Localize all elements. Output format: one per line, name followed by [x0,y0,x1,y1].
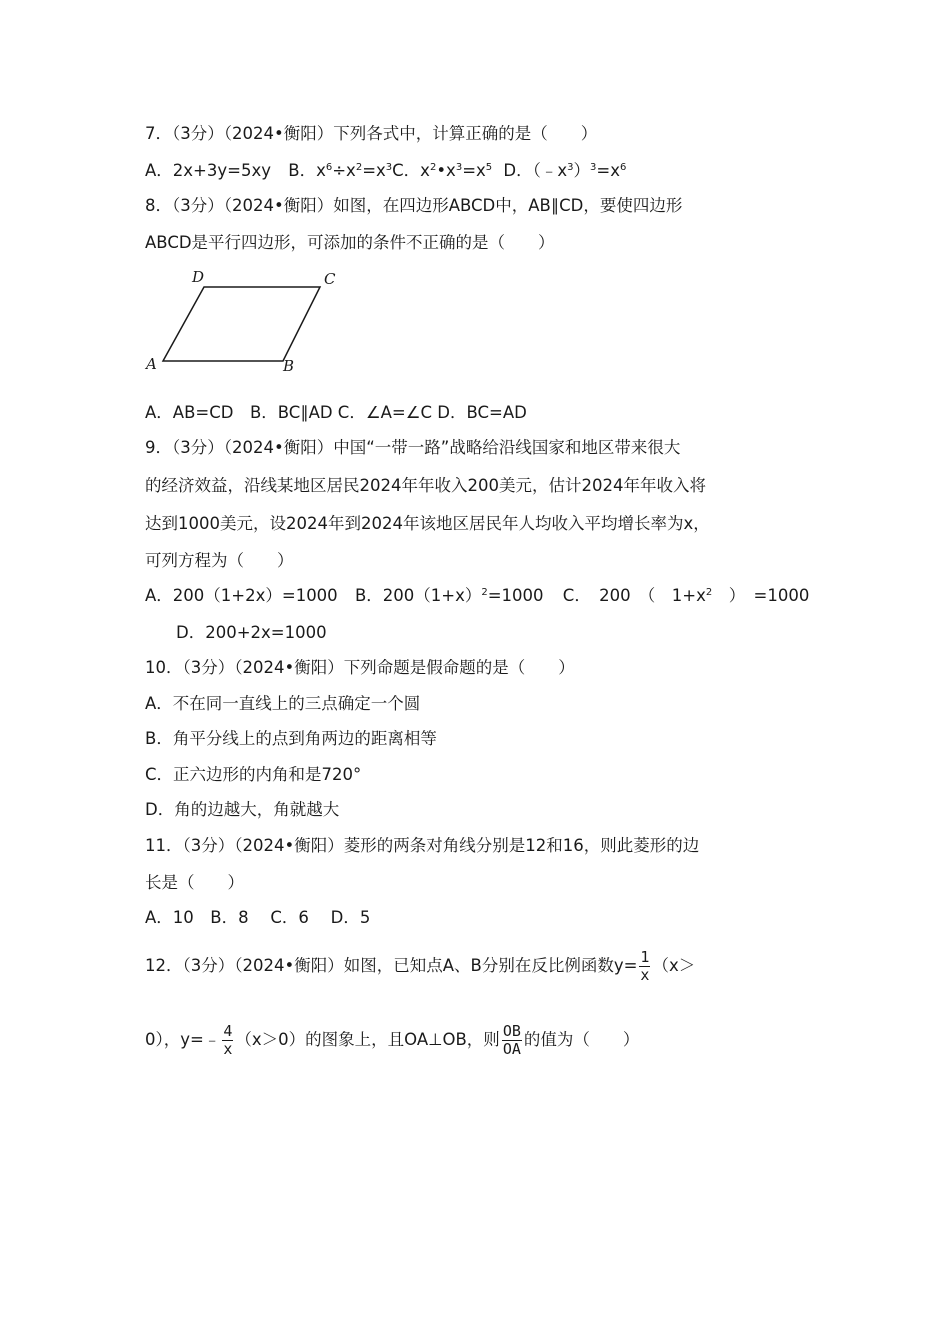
q8-options: A．AB=CD B．BC∥AD C．∠A=∠C D．BC=AD [145,403,527,422]
q11-options: A．10 B．8 C．6 D．5 [145,908,371,927]
fraction-four-over-x: $\frac{4}{x}$ [223,1022,233,1058]
q9-options [145,586,809,606]
q7-stem: 7．（3分）（2024•衡阳）下列各式中，计算正确的是（ ） [145,124,598,143]
q11-stem-line2: 长是（ ） [145,873,244,892]
q9-option-a: A．200（1+2x）=1000 [145,586,338,605]
q7-option-b: B．$x^6\div x^2=x^3$ [288,161,393,180]
q12-stem-line1: 12．（3分）（2024•衡阳）如图，已知点A、B分别在反比例函数y= $\frac{1}{x}$ （x＞ [145,948,696,984]
q10-option-b: B．角平分线上的点到角两边的距离相等 [145,729,437,748]
vertex-label-d: D [192,268,205,286]
q12-stem-line2: 0），y=﹣ $\frac{4}{x}$ （x＞0）的图象上，且OA⊥OB，则 $\frac{OB}{OA}$ 的值为（ ） [145,1022,640,1058]
vertex-label-b: B [283,357,295,375]
q9-stem-line2: 的经济效益，沿线某地区居民2024年年收入200美元，估计2024年年收入将 [145,476,706,495]
q9-option-d: D．200+2x=1000 [176,623,327,642]
q9-stem-line3: 达到1000美元，设2024年到2024年该地区居民年人均收入平均增长率为x， [145,514,710,533]
q7-option-c: C．$x^2•x^3=x^5$ [392,161,493,180]
q9-option-b: B．$200(1+x)^2=1000$ [354,586,544,605]
q7-options [145,161,626,181]
fraction-ob-over-oa: $\frac{OB}{OA}$ [502,1022,521,1058]
q11-stem-line1: 11．（3分）（2024•衡阳）菱形的两条对角线分别是12和16，则此菱形的边 [145,836,700,855]
vertex-label-c: C [324,270,336,288]
q10-stem: 10．（3分）（2024•衡阳）下列命题是假命题的是（ ） [145,658,575,677]
q9-stem-line4: 可列方程为（ ） [145,551,294,570]
q10-option-d: D．角的边越大，角就越大 [145,800,340,819]
parallelogram-figure [140,262,350,377]
q9-option-c: C． 200 （ $1+x^2$ ） =1000 [562,586,810,605]
q10-option-a: A．不在同一直线上的三点确定一个圆 [145,694,421,713]
q7-option-a: A．2x+3y=5xy [145,161,271,180]
q8-stem-line1: 8．（3分）（2024•衡阳）如图，在四边形ABCD中，AB∥CD，要使四边形 [145,196,683,215]
q7-option-d: D．$(﹣x^3)^3=x^6$ [503,161,627,180]
q8-stem-line2: ABCD是平行四边形，可添加的条件不正确的是（ ） [145,233,555,252]
q10-option-c: C．正六边形的内角和是720° [145,765,362,784]
parallelogram-shape [163,287,320,361]
q9-stem-line1: 9．（3分）（2024•衡阳）中国“一带一路”战略给沿线国家和地区带来很大 [145,438,681,457]
vertex-label-a: A [146,355,157,373]
fraction-one-over-x: $\frac{1}{x}$ [640,948,650,984]
